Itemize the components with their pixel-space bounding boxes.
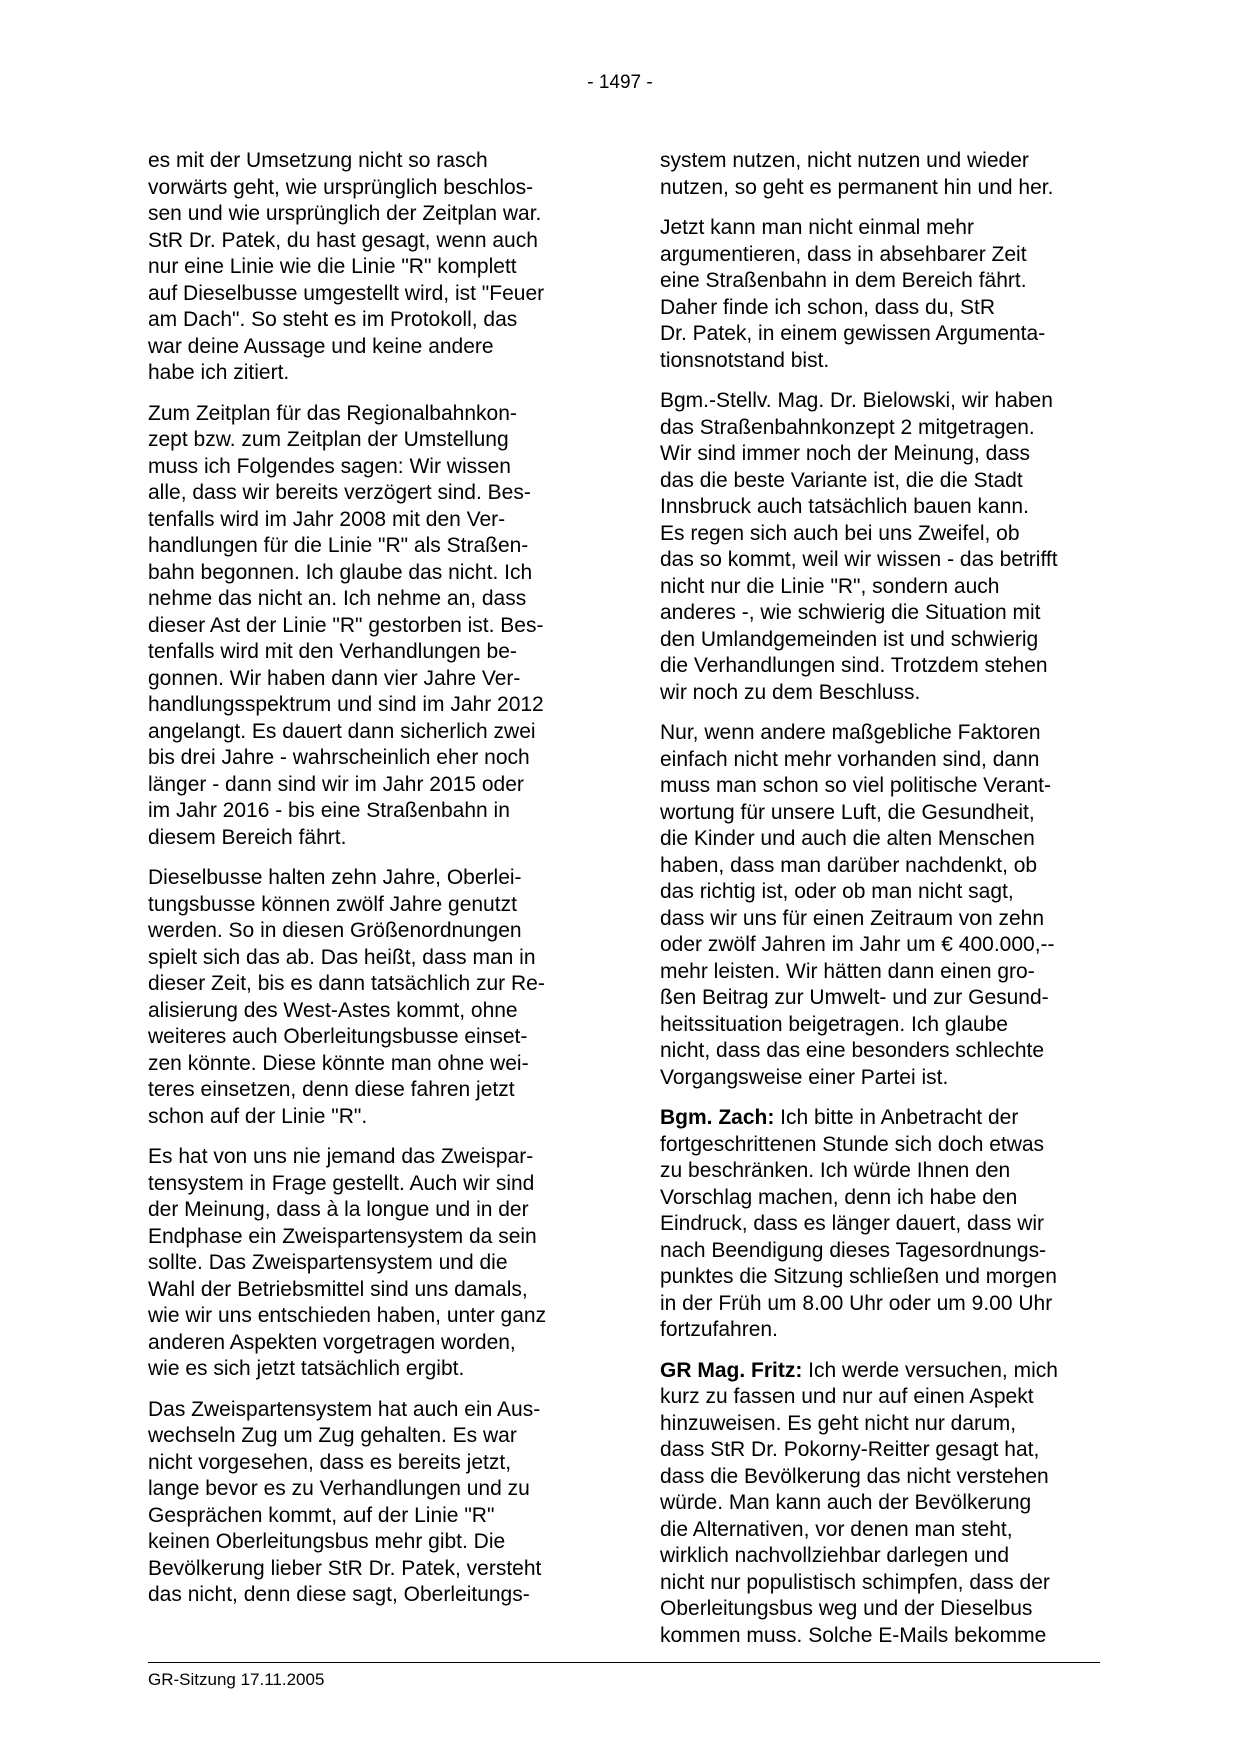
right-column <box>660 148 1094 1663</box>
text-line: dieser Zeit, bis es dann tatsächlich zur Re- <box>148 972 545 995</box>
text-line: am Dach". So steht es im Protokoll, das <box>148 308 518 331</box>
text-line: war deine Aussage und keine andere <box>148 334 494 358</box>
text-line: wortung für unsere Luft, die Gesundheit, <box>660 800 1035 824</box>
text-line: der Meinung, dass à la longue und in der <box>148 1198 529 1221</box>
text-line: Innsbruck auch tatsächlich bauen kann. <box>660 495 1029 518</box>
text-line: tenfalls wird mit den Verhandlungen be- <box>148 640 517 663</box>
text-line: habe ich zitiert. <box>148 361 290 384</box>
page-number: - 1497 - <box>587 72 653 93</box>
text-line: tensystem in Frage gestellt. Auch wir sind <box>148 1171 535 1195</box>
text-line: tungsbusse können zwölf Jahre genutzt <box>148 892 517 916</box>
text-line: Jetzt kann man nicht einmal mehr <box>660 216 974 239</box>
text-line: auf Dieselbusse umgestellt wird, ist "Feuer <box>148 281 545 305</box>
text-line: keinen Oberleitungsbus mehr gibt. Die <box>148 1530 506 1553</box>
footer-session-date: GR-Sitzung 17.11.2005 <box>148 1670 325 1689</box>
text-line: im Jahr 2016 - bis eine Straßenbahn in <box>148 799 510 822</box>
text-line: zu beschränken. Ich würde Ihnen den <box>660 1159 1011 1182</box>
text-line: zen könnte. Diese könnte man ohne wei- <box>148 1051 529 1075</box>
text-line: eine Straßenbahn in dem Bereich fährt. <box>660 269 1027 292</box>
text-line: schon auf der Linie "R". <box>148 1104 368 1128</box>
text-line: haben, dass man darüber nachdenkt, ob <box>660 853 1038 877</box>
paragraph <box>148 148 582 387</box>
text-line: fortzufahren. <box>660 1318 778 1341</box>
text-line: Wahl der Betriebsmittel sind uns damals, <box>148 1277 528 1301</box>
text-line <box>660 1358 1094 1385</box>
text-line: länger - dann sind wir im Jahr 2015 oder <box>148 772 524 796</box>
text-line: Vorschlag machen, denn ich habe den <box>660 1185 1018 1209</box>
text-line: die Verhandlungen sind. Trotzdem stehen <box>660 654 1048 677</box>
text-line: StR Dr. Patek, du hast gesagt, wenn auch <box>148 228 538 252</box>
text-line: Es hat von uns nie jemand das Zweispar- <box>148 1145 534 1168</box>
text-line <box>660 1105 1094 1132</box>
text-line: sen und wie ursprünglich der Zeitplan war. <box>148 202 542 225</box>
text-line: Vorgangsweise einer Partei ist. <box>660 1065 949 1089</box>
text-line: es mit der Umsetzung nicht so rasch <box>148 149 488 172</box>
text-line: tenfalls wird im Jahr 2008 mit den Ver- <box>148 507 506 531</box>
text-line: gonnen. Wir haben dann vier Jahre Ver- <box>148 666 521 690</box>
text-line: einfach nicht mehr vorhanden sind, dann <box>660 747 1040 771</box>
text-line: Oberleitungsbus weg und der Dieselbus <box>660 1597 1033 1620</box>
left-column <box>148 148 582 1623</box>
text-line: muss man schon so viel politische Verant- <box>660 774 1052 797</box>
speaker-name: GR Mag. Fritz: <box>660 1358 803 1382</box>
text-line: diesem Bereich fährt. <box>148 825 347 849</box>
text-line: das richtig ist, oder ob man nicht sagt, <box>660 880 1014 903</box>
text-line: wechseln Zug um Zug gehalten. Es war <box>148 1424 517 1447</box>
text-line: angelangt. Es dauert dann sicherlich zwei <box>148 719 536 743</box>
text-line: kurz zu fassen und nur auf einen Aspekt <box>660 1385 1034 1408</box>
text-line: würde. Man kann auch der Bevölkerung <box>660 1491 1032 1514</box>
text-line: das nicht, denn diese sagt, Oberleitungs- <box>148 1583 530 1606</box>
text-fragment: Ich bitte in Anbetracht der <box>774 1106 1019 1129</box>
text-line: fortgeschrittenen Stunde sich doch etwas <box>660 1132 1045 1156</box>
text-line: anderen Aspekten vorgetragen worden, <box>148 1330 516 1354</box>
paragraph <box>660 1105 1094 1344</box>
text-line: vorwärts geht, wie ursprünglich beschlos- <box>148 175 534 199</box>
text-line: Dr. Patek, in einem gewissen Argumenta- <box>660 322 1046 345</box>
text-line: weiteres auch Oberleitungsbusse einset- <box>148 1025 528 1048</box>
text-line: hinzuweisen. Es geht nicht nur darum, <box>660 1411 1017 1435</box>
text-line: wirklich nachvollziehbar darlegen und <box>660 1544 1010 1567</box>
text-line: wie wir uns entschieden haben, unter ganz <box>148 1304 547 1327</box>
text-line: wie es sich jetzt tatsächlich ergibt. <box>148 1357 465 1380</box>
paragraph <box>660 388 1094 706</box>
text-line: spielt sich das ab. Das heißt, dass man in <box>148 945 536 969</box>
text-line: Zum Zeitplan für das Regionalbahnkon- <box>148 401 517 425</box>
text-line: werden. So in diesen Größenordnungen <box>148 919 522 942</box>
text-line: nach Beendigung dieses Tagesordnungs- <box>660 1238 1047 1262</box>
text-line: Es regen sich auch bei uns Zweifel, ob <box>660 521 1020 545</box>
text-line: dass wir uns für einen Zeitraum von zehn <box>660 906 1045 930</box>
text-line: Das Zweispartensystem hat auch ein Aus- <box>148 1397 541 1421</box>
paragraph <box>148 401 582 852</box>
text-fragment: Ich werde versuchen, mich <box>802 1358 1058 1382</box>
paragraph <box>148 1397 582 1609</box>
paragraph <box>148 1144 582 1383</box>
speaker-name: Bgm. Zach: <box>660 1106 775 1129</box>
text-line: Nur, wenn andere maßgebliche Faktoren <box>660 721 1041 744</box>
text-line: tionsnotstand bist. <box>660 348 830 372</box>
text-line: argumentieren, dass in absehbarer Zeit <box>660 242 1027 266</box>
paragraph <box>660 1358 1094 1650</box>
text-line: Bevölkerung lieber StR Dr. Patek, versteht <box>148 1556 542 1580</box>
text-line: das Straßenbahnkonzept 2 mitgetragen. <box>660 415 1035 439</box>
text-line: lange bevor es zu Verhandlungen und zu <box>148 1477 530 1500</box>
text-line: Daher finde ich schon, dass du, StR <box>660 295 996 319</box>
text-line: dieser Ast der Linie "R" gestorben ist. Bes- <box>148 613 544 637</box>
text-line: das die beste Variante ist, die die Stadt <box>660 468 1023 492</box>
text-line: zept bzw. zum Zeitplan der Umstellung <box>148 428 509 451</box>
text-line: Endphase ein Zweispartensystem da sein <box>148 1224 537 1248</box>
text-line: den Umlandgemeinden ist und schwierig <box>660 627 1039 651</box>
text-line: nehme das nicht an. Ich nehme an, dass <box>148 587 527 610</box>
text-line: nicht nur populistisch schimpfen, dass der <box>660 1570 1050 1594</box>
text-line: Dieselbusse halten zehn Jahre, Oberlei- <box>148 866 522 889</box>
text-line: nicht nur die Linie "R", sondern auch <box>660 574 1000 598</box>
text-line: nur eine Linie wie die Linie "R" komplett <box>148 255 517 278</box>
text-line: anderes -, wie schwierig die Situation mit <box>660 601 1041 624</box>
paragraph <box>660 148 1094 201</box>
text-line: nicht vorgesehen, dass es bereits jetzt, <box>148 1450 512 1474</box>
text-line: das so kommt, weil wir wissen - das betrifft <box>660 548 1058 571</box>
text-line: die Alternativen, vor denen man steht, <box>660 1517 1013 1541</box>
text-line: punktes die Sitzung schließen und morgen <box>660 1265 1057 1288</box>
text-line: oder zwölf Jahren im Jahr um € 400.000,-- <box>660 933 1055 956</box>
text-line: Wir sind immer noch der Meinung, dass <box>660 442 1030 465</box>
text-line: system nutzen, nicht nutzen und wieder <box>660 149 1029 172</box>
text-line: handlungen für die Linie "R" als Straßen- <box>148 534 529 557</box>
text-line: sollte. Das Zweispartensystem und die <box>148 1251 508 1274</box>
text-line: teres einsetzen, denn diese fahren jetzt <box>148 1078 515 1101</box>
text-line: in der Früh um 8.00 Uhr oder um 9.00 Uhr <box>660 1291 1053 1315</box>
text-line: handlungsspektrum und sind im Jahr 2012 <box>148 693 544 716</box>
text-line: bis drei Jahre - wahrscheinlich eher noch <box>148 746 530 769</box>
text-line: mehr leisten. Wir hätten dann einen gro- <box>660 959 1035 983</box>
text-line: nicht, dass das eine besonders schlechte <box>660 1039 1045 1062</box>
paragraph <box>660 720 1094 1091</box>
paragraph <box>148 865 582 1130</box>
text-line: alisierung des West-Astes kommt, ohne <box>148 998 518 1022</box>
text-line: ßen Beitrag zur Umwelt- und zur Gesund- <box>660 986 1049 1009</box>
paragraph <box>660 215 1094 374</box>
text-line: bahn begonnen. Ich glaube das nicht. Ich <box>148 560 533 584</box>
text-line: die Kinder und auch die alten Menschen <box>660 827 1035 850</box>
footer-divider <box>148 1662 1100 1663</box>
text-line: wir noch zu dem Beschluss. <box>660 680 921 704</box>
text-line: nutzen, so geht es permanent hin und her. <box>660 175 1054 199</box>
text-line: alle, dass wir bereits verzögert sind. Bes- <box>148 481 531 504</box>
text-line: kommen muss. Solche E-Mails bekomme <box>660 1623 1047 1647</box>
text-line: Eindruck, dass es länger dauert, dass wir <box>660 1212 1045 1235</box>
text-line: Bgm.-Stellv. Mag. Dr. Bielowski, wir haben <box>660 389 1053 412</box>
text-line: muss ich Folgendes sagen: Wir wissen <box>148 454 511 478</box>
text-line: Gesprächen kommt, auf der Linie "R" <box>148 1503 495 1527</box>
text-line: dass StR Dr. Pokorny-Reitter gesagt hat, <box>660 1438 1040 1461</box>
text-line: heitssituation beigetragen. Ich glaube <box>660 1012 1008 1036</box>
text-line: dass die Bevölkerung das nicht verstehen <box>660 1464 1049 1488</box>
